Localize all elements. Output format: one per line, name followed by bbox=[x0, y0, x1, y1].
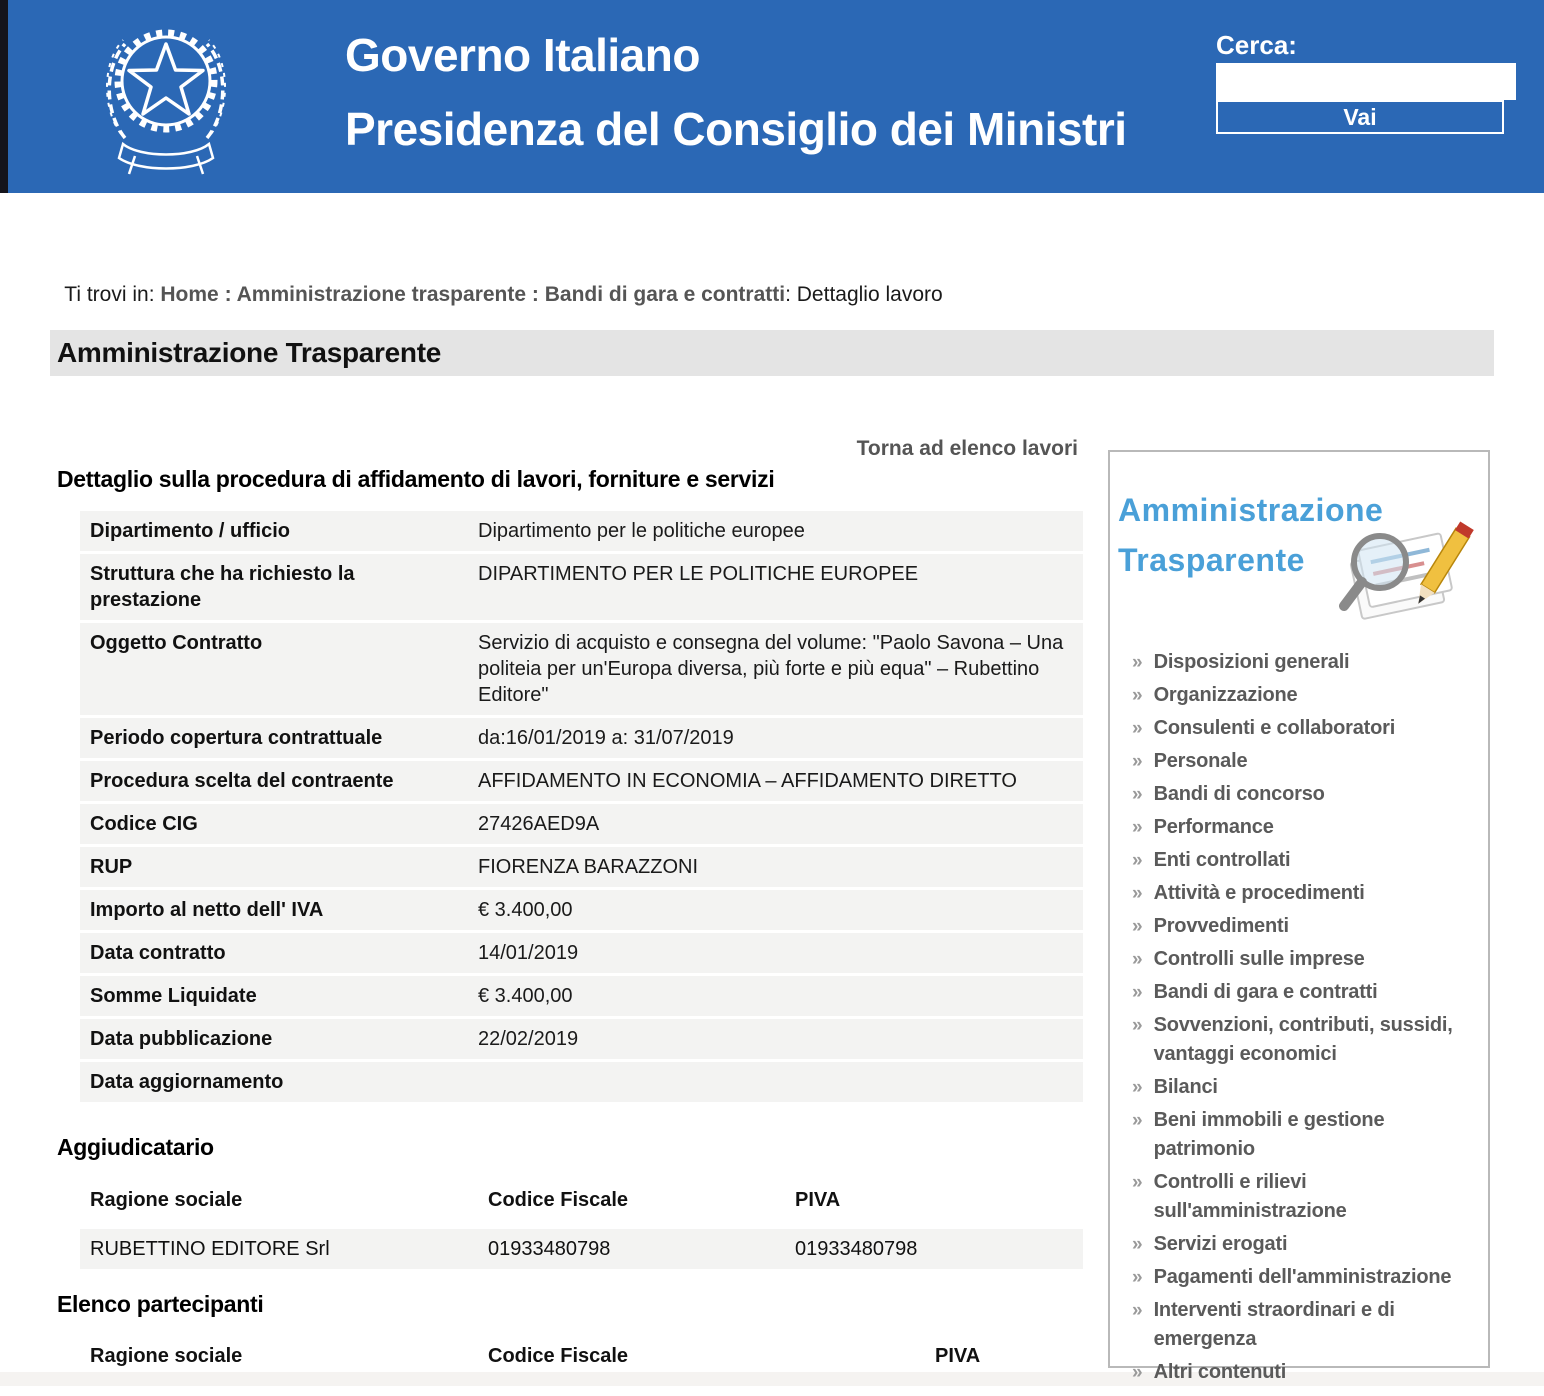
search-input[interactable] bbox=[1216, 63, 1516, 100]
chevron-right-icon: » bbox=[1132, 1110, 1143, 1131]
chevron-right-icon: » bbox=[1132, 718, 1143, 739]
sidebar-logo-line1: Amministrazione bbox=[1118, 492, 1384, 528]
table-row: RUBETTINO EDITORE Srl 01933480798 01933480798 bbox=[80, 1229, 1083, 1269]
breadcrumb-link-bandi-di-gara[interactable]: Bandi di gara e contratti bbox=[544, 283, 786, 306]
table-row: Struttura che ha richiesto la prestazione DIPARTIMENTO PER LE POLITICHE EUROPEE bbox=[80, 554, 1083, 620]
sidebar-item-bilanci[interactable]: » Bilanci bbox=[1132, 1073, 1482, 1102]
sidebar-item-personale[interactable]: » Personale bbox=[1132, 747, 1482, 776]
chevron-right-icon: » bbox=[1132, 751, 1143, 772]
chevron-right-icon: » bbox=[1132, 1234, 1143, 1255]
page-title: Amministrazione Trasparente bbox=[57, 337, 442, 368]
search-submit-button[interactable]: Vai bbox=[1216, 100, 1504, 134]
gov-title-line2: Presidenza del Consiglio dei Ministri bbox=[345, 103, 1127, 155]
table-row: Procedura scelta del contraente AFFIDAMENTO IN ECONOMIA – AFFIDAMENTO DIRETTO bbox=[80, 761, 1083, 801]
table-row: RUP FIORENZA BARAZZONI bbox=[80, 847, 1083, 887]
page-title-bar bbox=[50, 330, 1494, 376]
sidebar-item-consulenti[interactable]: » Consulenti e collaboratori bbox=[1132, 714, 1482, 743]
chevron-right-icon: » bbox=[1132, 652, 1143, 673]
site-header bbox=[0, 0, 1544, 193]
sidebar-amministrazione-trasparente bbox=[1108, 450, 1490, 1383]
aggiudicatario-heading: Aggiudicatario bbox=[57, 1134, 214, 1160]
search-label: Cerca: bbox=[1216, 30, 1297, 60]
partecipanti-table bbox=[80, 1336, 1083, 1376]
sidebar-logo bbox=[1110, 452, 1488, 630]
sidebar-item-servizi-erogati[interactable]: » Servizi erogati bbox=[1132, 1230, 1482, 1259]
table-row: Data pubblicazione 22/02/2019 bbox=[80, 1019, 1083, 1059]
table-row: Codice CIG 27426AED9A bbox=[80, 804, 1083, 844]
chevron-right-icon: » bbox=[1132, 850, 1143, 871]
partecipanti-heading: Elenco partecipanti bbox=[57, 1291, 264, 1317]
sidebar-item-beni-immobili[interactable]: » Beni immobili e gestione patrimonio bbox=[1132, 1106, 1482, 1164]
table-row: Dipartimento / ufficio Dipartimento per le politiche europee bbox=[80, 511, 1083, 551]
chevron-right-icon: » bbox=[1132, 1015, 1143, 1036]
table-row: Somme Liquidate € 3.400,00 bbox=[80, 976, 1083, 1016]
aggiudicatario-table bbox=[80, 1180, 1083, 1269]
chevron-right-icon: » bbox=[1132, 817, 1143, 838]
sidebar-item-enti-controllati[interactable]: » Enti controllati bbox=[1132, 846, 1482, 875]
table-row: Importo al netto dell' IVA € 3.400,00 bbox=[80, 890, 1083, 930]
chevron-right-icon: » bbox=[1132, 1300, 1143, 1321]
table-row: Data contratto 14/01/2019 bbox=[80, 933, 1083, 973]
italy-emblem-icon bbox=[95, 6, 237, 188]
sidebar-item-altri-contenuti[interactable]: » Altri contenuti bbox=[1132, 1358, 1482, 1387]
table-header-row: Ragione sociale Codice Fiscale PIVA bbox=[80, 1336, 1083, 1376]
table-row: Oggetto Contratto Servizio di acquisto e consegna del volume: "Paolo Savona – Una politeia per un'Europa diversa, più forte e più equa" – Rubettino Editore" bbox=[80, 623, 1083, 715]
chevron-right-icon: » bbox=[1132, 685, 1143, 706]
sidebar-nav bbox=[1110, 630, 1488, 1387]
chevron-right-icon: » bbox=[1132, 1077, 1143, 1098]
chevron-right-icon: » bbox=[1132, 982, 1143, 1003]
sidebar-item-bandi-di-concorso[interactable]: » Bandi di concorso bbox=[1132, 780, 1482, 809]
magnifier-documents-pencil-icon bbox=[1328, 514, 1478, 624]
table-header-row: Ragione sociale Codice Fiscale PIVA bbox=[80, 1180, 1083, 1220]
breadcrumb-link-amministrazione-trasparente[interactable]: Amministrazione trasparente bbox=[236, 283, 527, 306]
back-to-list-link[interactable]: Torna ad elenco lavori bbox=[856, 437, 1078, 460]
sidebar-item-disposizioni-generali[interactable]: » Disposizioni generali bbox=[1132, 648, 1482, 677]
breadcrumb: Ti trovi in: Home : Amministrazione trasparente : Bandi di gara e contratti: Dettaglio lavoro bbox=[64, 283, 943, 306]
detail-heading: Dettaglio sulla procedura di affidamento di lavori, forniture e servizi bbox=[57, 466, 775, 492]
chevron-right-icon: » bbox=[1132, 883, 1143, 904]
table-row: Data aggiornamento bbox=[80, 1062, 1083, 1102]
sidebar-item-performance[interactable]: » Performance bbox=[1132, 813, 1482, 842]
sidebar-item-provvedimenti[interactable]: » Provvedimenti bbox=[1132, 912, 1482, 941]
chevron-right-icon: » bbox=[1132, 784, 1143, 805]
breadcrumb-prefix: Ti trovi in: bbox=[64, 283, 161, 306]
sidebar-item-organizzazione[interactable]: » Organizzazione bbox=[1132, 681, 1482, 710]
chevron-right-icon: » bbox=[1132, 949, 1143, 970]
sidebar-item-sovvenzioni[interactable]: » Sovvenzioni, contributi, sussidi, vantaggi economici bbox=[1132, 1011, 1482, 1069]
sidebar-item-pagamenti[interactable]: » Pagamenti dell'amministrazione bbox=[1132, 1263, 1482, 1292]
chevron-right-icon: » bbox=[1132, 1172, 1143, 1193]
breadcrumb-link-home[interactable]: Home bbox=[160, 283, 219, 306]
sidebar-logo-line2: Trasparente bbox=[1118, 542, 1305, 578]
breadcrumb-current: Dettaglio lavoro bbox=[796, 283, 943, 306]
sidebar-item-controlli-imprese[interactable]: » Controlli sulle imprese bbox=[1132, 945, 1482, 974]
chevron-right-icon: » bbox=[1132, 916, 1143, 937]
sidebar-item-interventi-straordinari[interactable]: » Interventi straordinari e di emergenza bbox=[1132, 1296, 1482, 1354]
sidebar-item-attivita-procedimenti[interactable]: » Attività e procedimenti bbox=[1132, 879, 1482, 908]
gov-title-line1: Governo Italiano bbox=[345, 29, 700, 81]
chevron-right-icon: » bbox=[1132, 1267, 1143, 1288]
sidebar-item-controlli-rilievi[interactable]: » Controlli e rilievi sull'amministrazione bbox=[1132, 1168, 1482, 1226]
detail-table bbox=[80, 511, 1083, 1105]
chevron-right-icon: » bbox=[1132, 1362, 1143, 1383]
window-edge bbox=[0, 0, 8, 193]
table-row: Periodo copertura contrattuale da:16/01/2019 a: 31/07/2019 bbox=[80, 718, 1083, 758]
sidebar-item-bandi-gara-contratti[interactable]: » Bandi di gara e contratti bbox=[1132, 978, 1482, 1007]
